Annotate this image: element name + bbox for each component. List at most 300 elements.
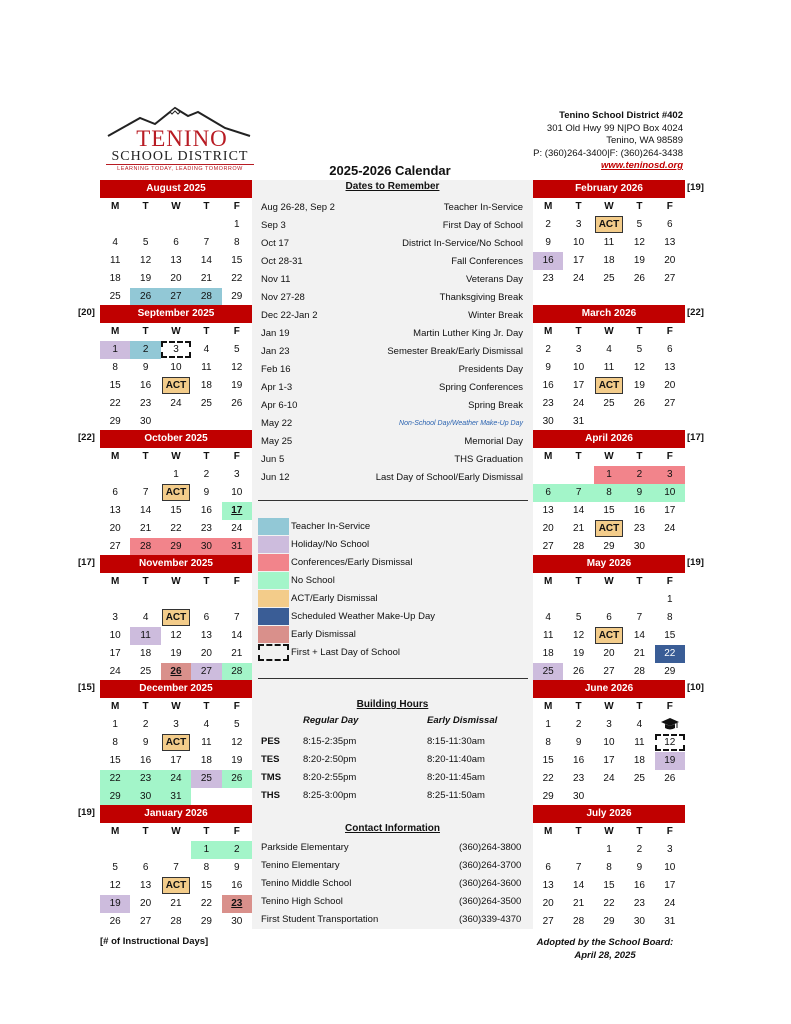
weekday-label: F [233,701,240,712]
contact-name: First Student Transportation [261,914,379,925]
weekday-label: M [544,201,553,212]
day-cell: 13 [664,362,676,373]
hours-row [261,733,523,751]
empty-cell [161,216,191,234]
day-cell: 18 [542,648,554,659]
empty-cell [100,591,130,609]
day-cell: 22 [231,273,243,284]
instructional-days-count: [19] [687,182,704,193]
day-cell: 27 [161,288,191,306]
weekday-label: T [575,326,582,337]
day-cell: 10 [109,630,121,641]
day-cell: 19 [170,648,182,659]
day-cell: 9 [142,737,149,748]
day-cell: 24 [573,398,585,409]
day-cell: 23 [140,398,152,409]
regular-day-header: Regular Day [303,715,359,726]
day-cell: 30 [191,538,221,556]
day-cell: 19 [573,648,585,659]
contact-phone: (360)264-3500 [459,896,522,907]
day-cell: 5 [234,344,240,355]
event-label: Martin Luther King Jr. Day [413,328,523,339]
instructional-days-count: [17] [78,557,95,568]
weekday-label: F [233,201,240,212]
act-label: ACT [595,377,623,394]
day-cell: 22 [542,773,554,784]
day-cell: 27 [603,666,615,677]
adopted-line: Adopted by the School Board: [536,937,674,948]
empty-cell [222,591,252,609]
contact-name: Tenino Elementary [261,860,340,871]
weekday-label: M [544,826,553,837]
date-label: Nov 27-28 [261,292,305,303]
day-cell: 28 [191,288,221,306]
day-cell: 15 [542,755,554,766]
day-cell: 1 [667,594,673,605]
month-header: April 2026 [533,430,685,448]
day-cell: 11 [603,237,615,248]
district-name: Tenino School District #402 [559,110,683,121]
month-calendar [533,555,685,681]
instructional-days-count: [17] [687,432,704,443]
date-row [261,235,523,253]
day-cell: 13 [109,505,121,516]
event-label: Spring Conferences [439,382,523,393]
weekday-label: F [666,576,673,587]
district-website-link[interactable]: www.teninosd.org [601,160,683,171]
day-cell: 16 [200,505,212,516]
day-cell: 11 [543,630,554,641]
day-cell: 6 [203,612,210,623]
day-cell: 29 [100,788,130,806]
event-label: District In-Service/No School [402,238,523,249]
day-cell: 21 [573,898,585,909]
day-cell: 13 [170,255,182,266]
weekday-label: T [203,451,210,462]
month-header: March 2026 [533,305,685,323]
month-calendar [100,305,252,431]
day-cell: 1 [173,469,179,480]
weekday-label: F [233,451,240,462]
weekday-label: T [575,451,582,462]
day-cell: 24 [161,770,191,788]
day-cell: 20 [603,648,615,659]
empty-cell [655,413,685,431]
day-cell: 29 [542,791,554,802]
date-row [261,361,523,379]
act-day-cell [594,627,624,645]
early-hours: 8:25-11:50am [427,790,485,801]
contact-name: Tenino Middle School [261,878,352,889]
day-cell: 28 [573,916,585,927]
day-cell: 20 [140,898,152,909]
contact-row [261,839,523,857]
month-header: November 2025 [100,555,252,573]
month-grid [533,448,685,556]
day-number: 3 [161,341,191,358]
day-cell: 8 [594,484,624,502]
day-cell: 1 [234,219,240,230]
day-cell: 9 [203,487,210,498]
date-row [261,415,523,433]
weekday-label: T [636,701,643,712]
empty-cell [100,216,130,234]
empty-cell [594,288,624,306]
day-cell: 2 [575,719,582,730]
day-cell: 31 [573,416,585,427]
day-cell: 26 [109,916,121,927]
contact-name: Parkside Elementary [261,842,349,853]
day-cell: 26 [633,273,645,284]
event-label: Non-School Day/Weather Make-Up Day [399,420,523,427]
hours-row [261,787,523,805]
day-cell: 24 [603,773,615,784]
day-cell: 28 [130,538,160,556]
adoption-note [530,936,680,962]
contact-phone: (360)339-4370 [459,914,522,925]
weekday-label: W [604,451,614,462]
month-calendar [533,180,685,306]
day-cell: 10 [664,862,676,873]
weekday-label: T [575,201,582,212]
day-cell: 8 [234,237,240,248]
day-cell: 8 [203,862,210,873]
date-label: Jun 5 [261,454,285,465]
day-cell: 5 [575,612,582,623]
contact-row [261,911,523,929]
day-cell: 4 [112,237,118,248]
contact-phone: (360)264-3700 [459,860,522,871]
day-cell: 31 [161,788,191,806]
empty-cell [130,591,160,609]
regular-hours: 8:15-2:35pm [303,736,357,747]
empty-cell [191,788,221,806]
date-label: Aug 26-28, Sep 2 [261,202,335,213]
day-cell: 12 [633,362,645,373]
day-cell: 25 [533,663,563,681]
day-cell: 13 [542,880,554,891]
day-cell: 29 [161,538,191,556]
legend-label: Conferences/Early Dismissal [291,557,413,568]
day-cell: 16 [633,505,645,516]
day-cell: 26 [161,663,191,681]
day-cell: 16 [573,755,585,766]
empty-cell [624,591,654,609]
day-cell: 29 [603,541,615,552]
event-label: Thanksgiving Break [439,292,523,303]
contact-row [261,893,523,911]
event-label: First Day of School [442,220,523,231]
date-label: Dec 22-Jan 2 [261,310,318,321]
day-cell: 3 [112,612,118,623]
empty-cell [533,466,563,484]
day-cell: 15 [664,630,676,641]
empty-cell [130,841,160,859]
weekday-label: W [604,576,614,587]
day-cell: 2 [203,469,210,480]
month-header: May 2026 [533,555,685,573]
day-cell: 1 [100,341,130,359]
month-calendar [533,805,685,931]
event-label: Teacher In-Service [443,202,523,213]
logo-name: TENINO [136,126,228,151]
date-row [261,397,523,415]
empty-cell [655,788,685,806]
day-cell: 18 [200,755,212,766]
day-cell: 21 [140,523,152,534]
day-cell: 3 [234,469,240,480]
legend-swatch [258,554,289,571]
empty-cell [130,216,160,234]
act-label: ACT [162,877,190,894]
day-cell: 1 [191,841,221,859]
regular-hours: 8:20-2:50pm [303,754,357,765]
weekday-label: F [233,326,240,337]
legend-swatch [258,572,289,589]
contact-title: Contact Information [345,823,440,834]
day-cell: 2 [130,341,160,359]
weekday-label: T [203,201,210,212]
day-cell: 25 [633,773,645,784]
contact-row [261,857,523,875]
day-cell: 20 [664,255,676,266]
date-row [261,253,523,271]
day-cell: 21 [200,273,212,284]
weekday-label: W [604,701,614,712]
day-cell: 11 [110,255,121,266]
day-cell: 23 [542,398,554,409]
day-cell: 16 [231,880,243,891]
day-cell: 15 [603,505,615,516]
event-label: Veterans Day [465,274,523,285]
day-cell: 8 [545,737,551,748]
empty-cell [161,591,191,609]
weekday-label: F [233,576,240,587]
day-cell: 20 [664,380,676,391]
day-cell: 10 [573,237,585,248]
day-cell: 6 [142,862,149,873]
month-grid [533,198,685,306]
instructional-days-note: [# of Instructional Days] [100,936,209,947]
school-code: PES [261,736,281,747]
month-calendar [533,305,685,431]
day-cell: 1 [594,466,624,484]
month-header: January 2026 [100,805,252,823]
day-cell: 24 [573,273,585,284]
day-cell: 14 [231,630,243,641]
day-cell: 8 [112,737,118,748]
day-cell: 3 [667,844,673,855]
day-cell: 29 [603,916,615,927]
event-label: Presidents Day [458,364,523,375]
day-cell: 17 [664,880,676,891]
day-cell: 4 [203,719,210,730]
day-cell: 19 [231,380,243,391]
weekday-label: W [171,201,181,212]
weekday-label: F [666,451,673,462]
day-cell: 24 [664,523,676,534]
district-address: 301 Old Hwy 99 N|PO Box 4024 [546,122,683,134]
act-label: ACT [595,520,623,537]
day-cell: 15 [603,880,615,891]
day-cell: 5 [636,219,643,230]
month-grid [100,698,252,806]
day-cell: 1 [112,719,118,730]
day-cell: 24 [664,898,676,909]
day-cell: 15 [231,255,243,266]
day-cell: 29 [200,916,212,927]
act-day-cell [161,734,191,752]
day-cell: 21 [633,648,645,659]
dates-title: Dates to Remember [345,181,440,192]
day-cell: 31 [664,916,676,927]
early-hours: 8:20-11:45am [427,772,485,783]
hours-row [261,751,523,769]
day-cell: 8 [606,862,612,873]
month-calendar [100,555,252,681]
weekday-label: F [233,826,240,837]
day-cell: 25 [200,398,212,409]
empty-cell [191,413,221,431]
day-cell: 20 [542,523,554,534]
legend-label: Holiday/No School [291,539,370,550]
month-grid [100,323,252,431]
day-cell: 3 [655,466,685,484]
day-cell: 20 [542,898,554,909]
day-cell: 20 [170,273,182,284]
day-cell: 2 [636,844,643,855]
day-cell: 19 [140,273,152,284]
school-code: TMS [261,772,282,783]
month-grid [100,823,252,931]
day-cell: 9 [545,362,551,373]
month-grid [100,448,252,556]
day-cell: 9 [575,737,582,748]
day-cell: 9 [636,862,643,873]
day-cell: 29 [664,666,676,677]
day-cell: 27 [542,541,554,552]
day-cell: 30 [130,788,160,806]
day-cell: 13 [664,237,676,248]
day-cell: 12 [109,880,121,891]
empty-cell [624,413,654,431]
act-day-cell [161,877,191,895]
day-cell: 15 [109,755,121,766]
day-cell: 10 [603,737,615,748]
weekday-label: F [666,701,673,712]
day-cell: 11 [634,737,645,748]
day-cell: 28 [573,541,585,552]
date-label: Jan 23 [261,346,290,357]
empty-cell [533,841,563,859]
day-cell: 18 [633,755,645,766]
day-cell: 4 [142,612,149,623]
day-cell: 10 [573,362,585,373]
act-label: ACT [595,627,623,644]
empty-cell [563,841,593,859]
logo-tagline: LEARNING TODAY, LEADING TOMORROW [117,166,243,172]
day-cell: 4 [203,344,210,355]
weekday-label: F [666,826,673,837]
day-cell: 3 [173,719,179,730]
empty-cell [533,591,563,609]
weekday-label: T [142,451,149,462]
day-cell: 4 [636,719,643,730]
day-cell: 28 [633,666,645,677]
contact-phone: (360)264-3600 [459,878,522,889]
date-label: Apr 6-10 [261,400,298,411]
empty-cell [563,466,593,484]
weekday-label: T [142,826,149,837]
date-label: May 22 [261,418,293,429]
day-cell: 30 [573,791,585,802]
weekday-label: M [544,701,553,712]
month-calendar [100,805,252,931]
legend-swatch [258,536,289,553]
day-cell: 4 [606,344,612,355]
month-grid [533,823,685,931]
day-cell: 24 [170,398,182,409]
empty-cell [594,788,624,806]
day-cell: 16 [633,880,645,891]
day-cell: 5 [636,344,643,355]
instructional-days-count: [19] [687,557,704,568]
info-panel [252,180,533,929]
weekday-label: M [111,576,120,587]
day-cell: 6 [173,237,179,248]
day-cell: 16 [542,380,554,391]
weekday-label: W [171,576,181,587]
date-label: Jan 19 [261,328,290,339]
calendar-title: 2025-2026 Calendar [329,163,451,178]
legend-label: Teacher In-Service [291,521,371,532]
weekday-label: T [142,701,149,712]
district-logo [100,98,260,178]
empty-cell [130,466,160,484]
weekday-label: W [171,451,181,462]
empty-cell [222,413,252,431]
day-cell: 13 [542,505,554,516]
day-cell: 17 [573,255,585,266]
day-cell: 2 [222,841,252,859]
event-label: Fall Conferences [451,256,523,267]
weekday-label: T [203,326,210,337]
contact-row [261,875,523,893]
day-cell: 15 [200,880,212,891]
day-cell: 16 [140,755,152,766]
day-cell: 31 [222,538,252,556]
regular-hours: 8:20-2:55pm [303,772,357,783]
date-label: Feb 16 [261,364,291,375]
day-cell: 26 [231,398,243,409]
date-label: Oct 17 [261,238,289,249]
month-header: October 2025 [100,430,252,448]
day-cell: 6 [606,612,612,623]
empty-cell [191,591,221,609]
day-cell: 12 [140,255,152,266]
instructional-days-count: [22] [687,307,704,318]
month-grid [533,573,685,681]
weekday-label: T [636,451,643,462]
weekday-label: T [636,201,643,212]
day-cell: 15 [170,505,182,516]
date-row [261,271,523,289]
day-cell: 22 [100,770,130,788]
legend-label: Early Dismissal [291,629,356,640]
empty-cell [222,788,252,806]
day-cell: 8 [667,612,673,623]
day-cell: 7 [563,484,593,502]
